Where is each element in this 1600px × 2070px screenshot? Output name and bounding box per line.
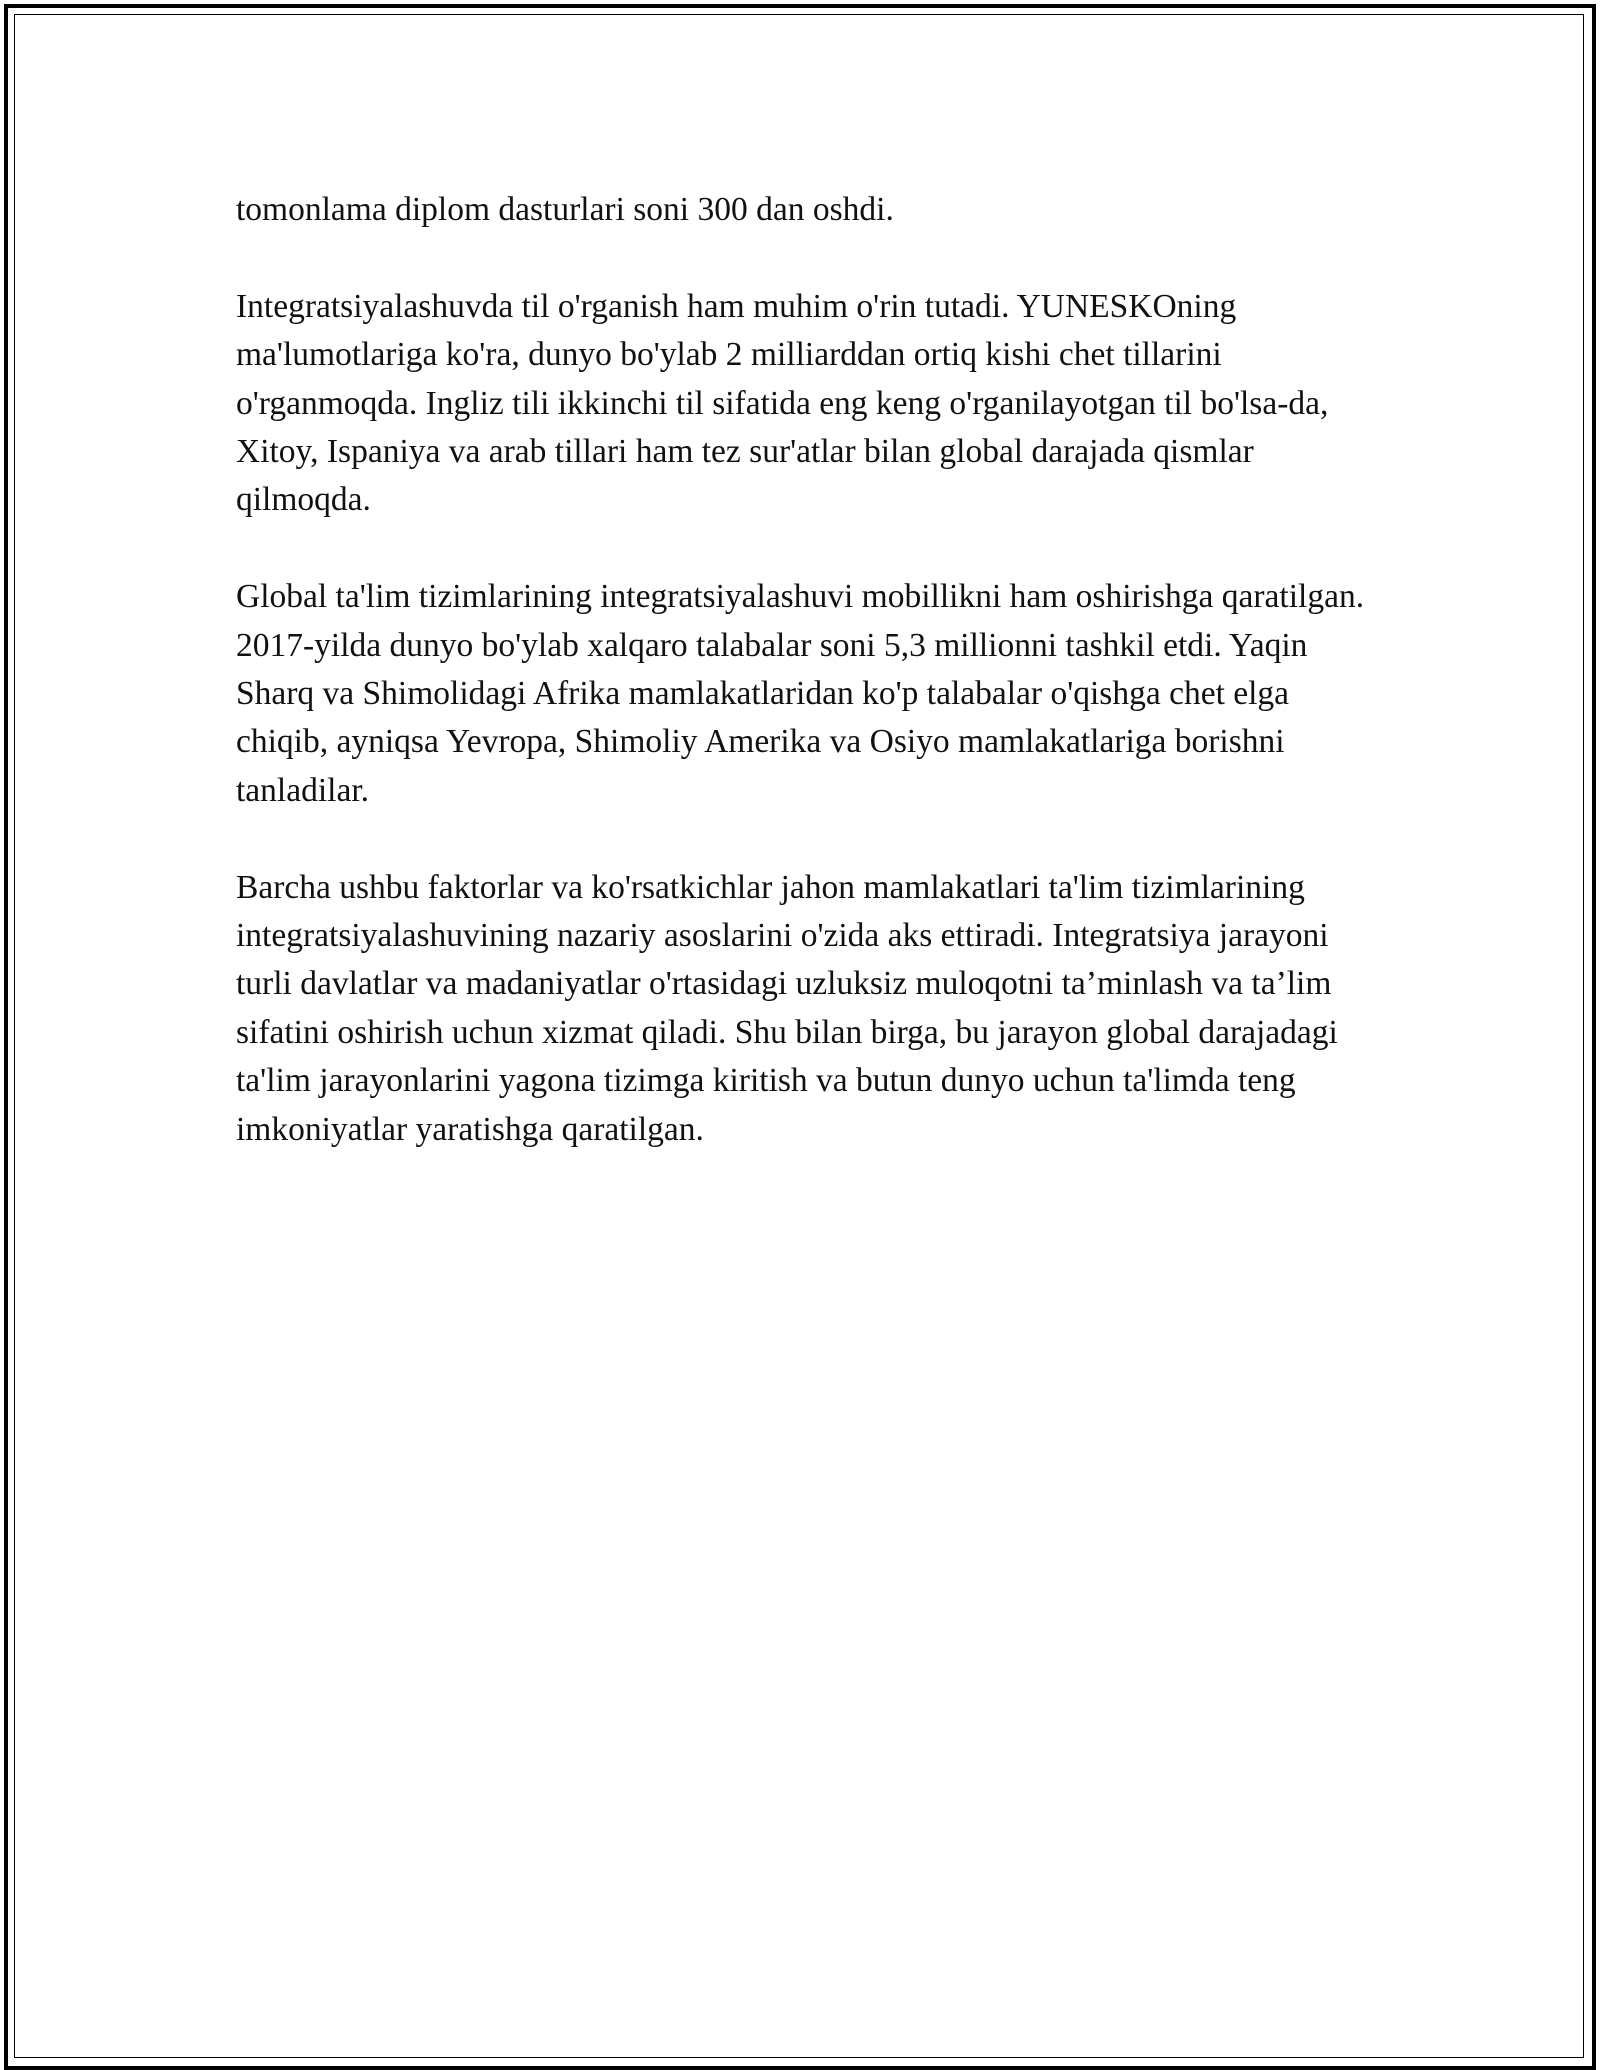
- paragraph-3: Global ta'lim tizimlarining integratsiyalashuvi mobillikni ham oshirishga qaratilgan. 2017-yilda dunyo bo'ylab xalqaro talabalar soni 5,3 millionni tashkil etdi. Yaqin Sharq va Shimolidagi Afrika mamlakatlaridan ko'p talabalar o'qishga chet elga chiqib, ayniqsa Yevropa, Shimoliy Amerika va Osiyo mamlakatlariga borishni tanladilar.: [236, 578, 1365, 809]
- paragraph-1: tomonlama diplom dasturlari soni 300 dan oshdi.: [236, 191, 894, 228]
- paragraph-2: Integratsiyalashuvda til o'rganish ham muhim o'rin tutadi. YUNESKOning ma'lumotlariga ko'ra, dunyo bo'ylab 2 milliarddan ortiq kishi chet tillarini o'rganmoqda. Ingliz tili ikkinchi til sifatida eng keng o'rganilayotgan til bo'lsa-da, Xitoy, Ispaniya va arab tillari ham tez sur'atlar bilan global darajada qismlar qilmoqda.: [236, 287, 1329, 519]
- paragraph-4: Barcha ushbu faktorlar va ko'rsatkichlar jahon mamlakatlari ta'lim tizimlarining integratsiyalashuvining nazariy asoslarini o'zida aks ettiradi. Integratsiya jarayoni turli davlatlar va madaniyatlar o'rtasidagi uzluksiz muloqotni ta’minlash va ta’lim sifatini oshirish uchun xizmat qiladi. Shu bilan birga, bu jarayon global darajadagi ta'lim jarayonlarini yagona tizimga kiritish va butun dunyo uchun ta'limda teng imkoniyatlar yaratishga qaratilgan.: [236, 868, 1338, 1148]
- document-body: [236, 186, 1366, 1154]
